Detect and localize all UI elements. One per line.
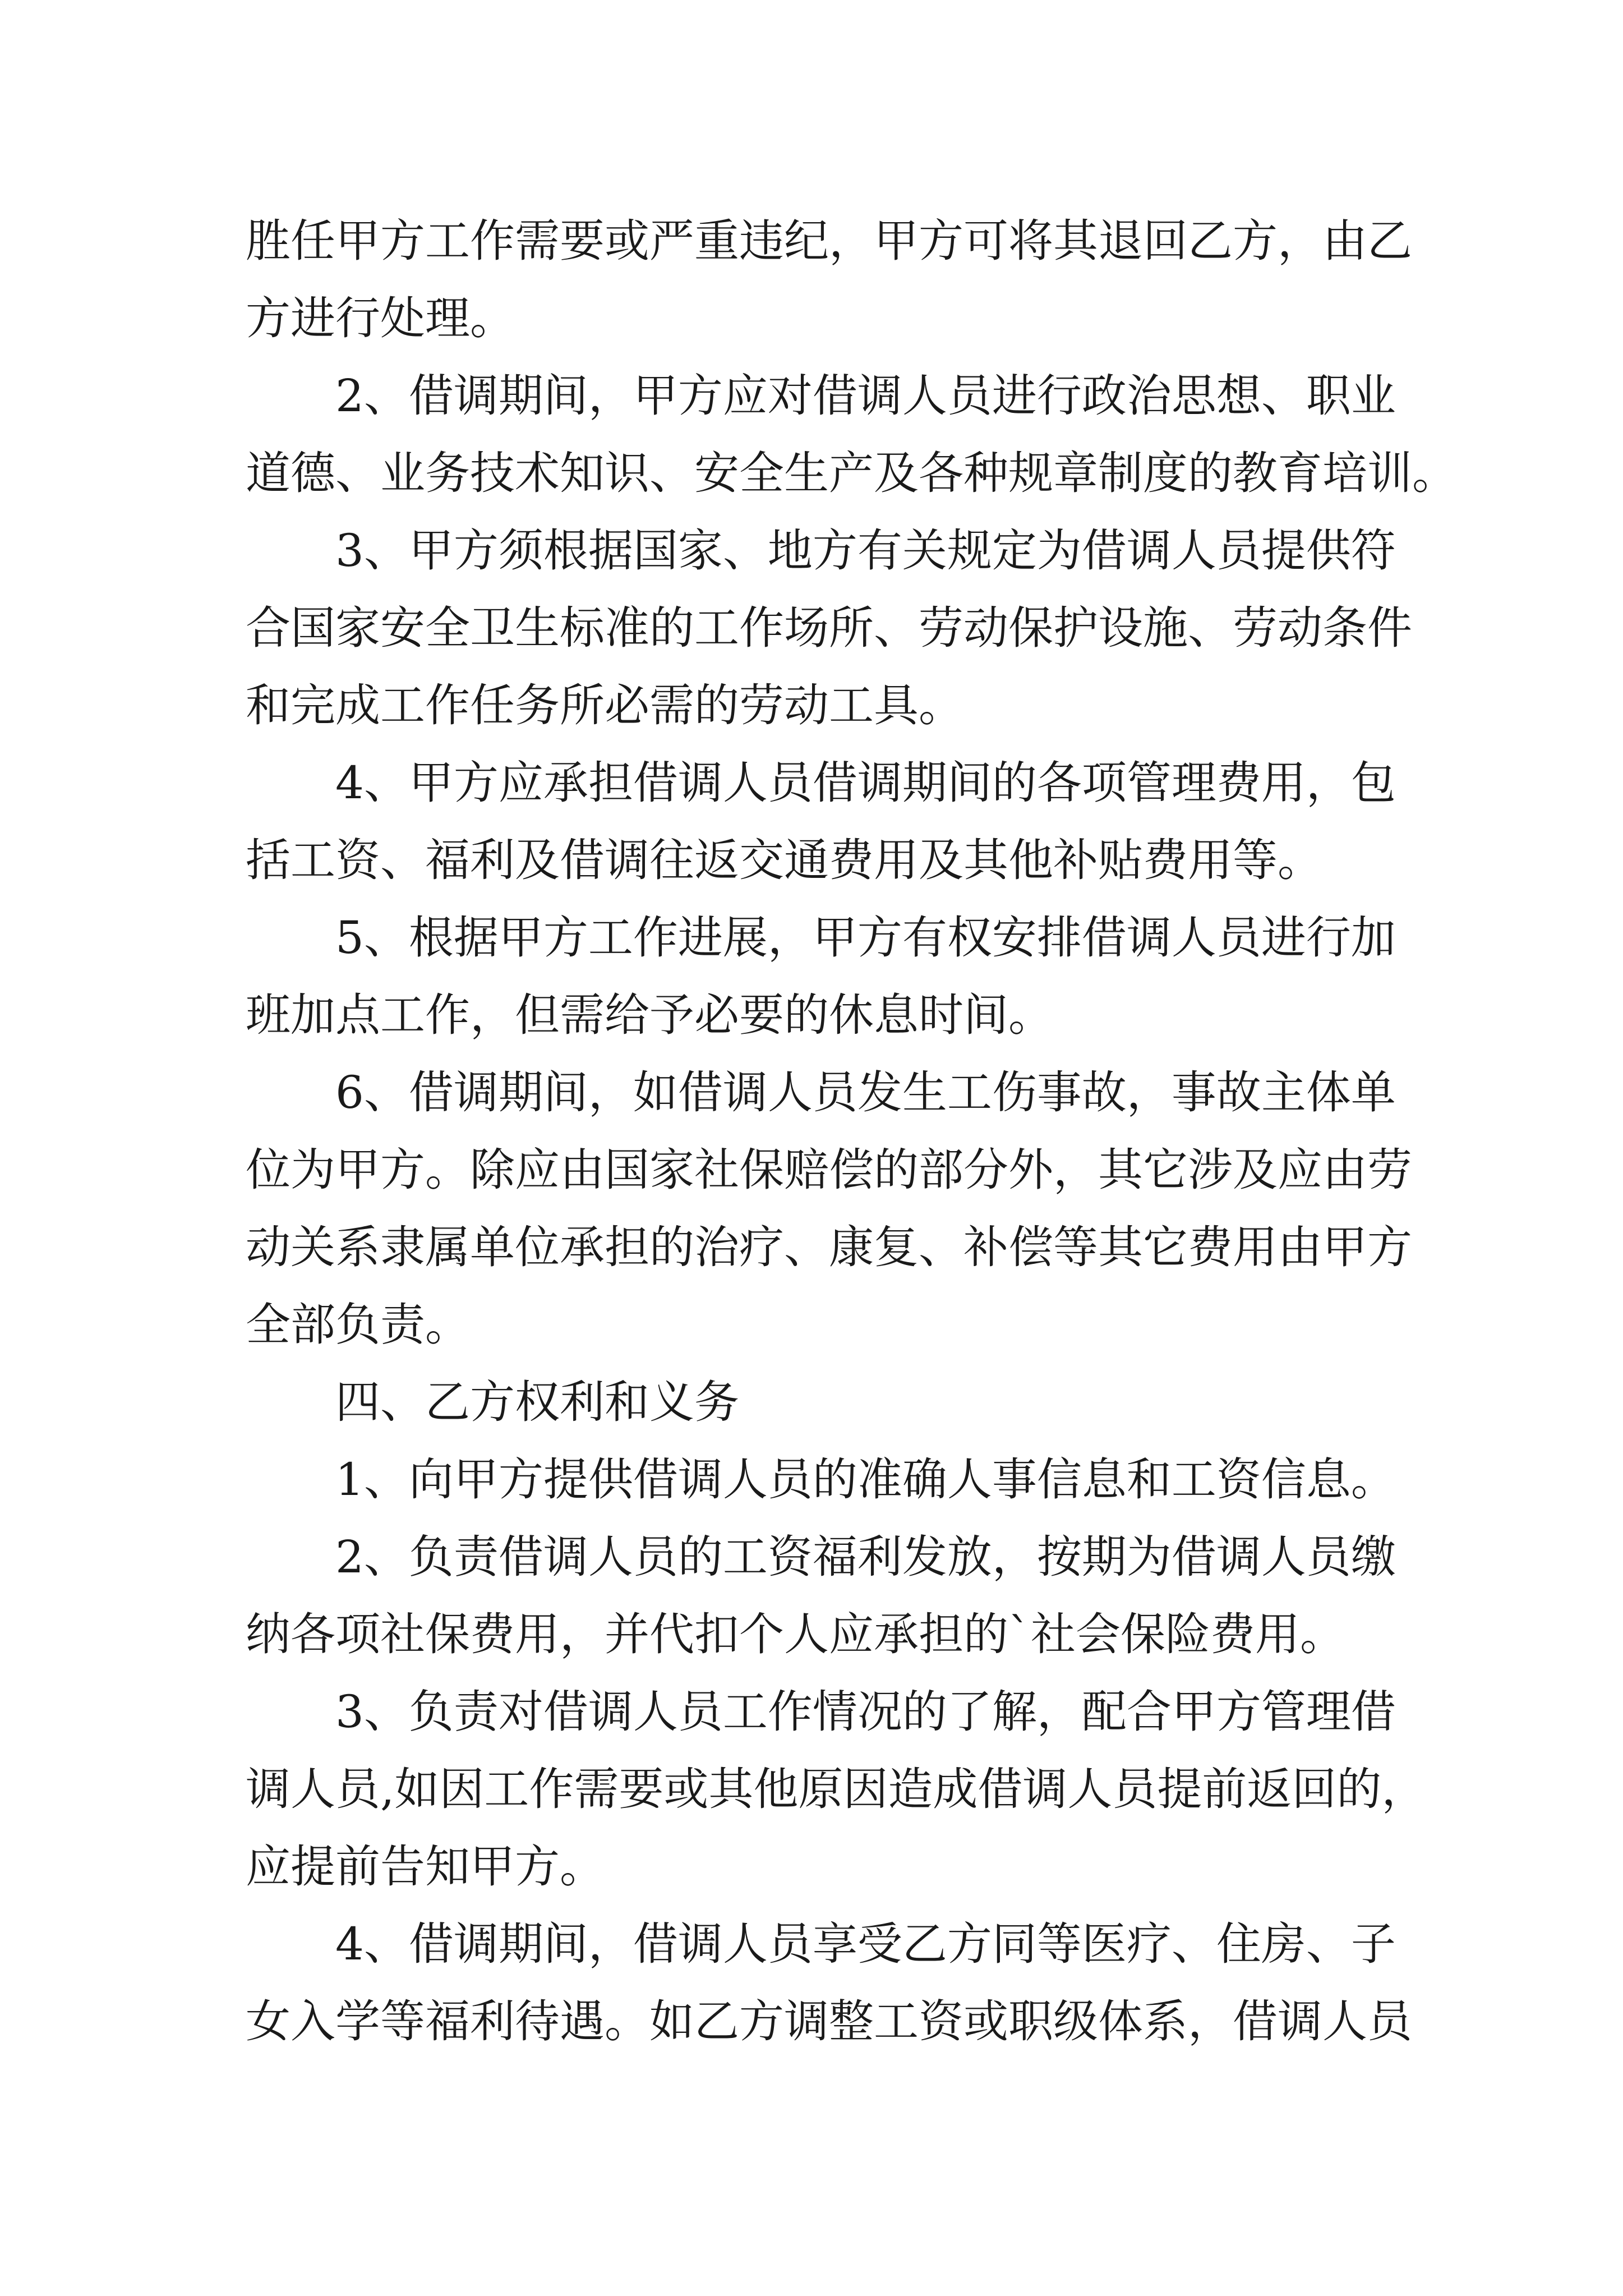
paragraph-first-line: 2、借调期间，甲方应对借调人员进行政治思想、职业 <box>335 370 1396 422</box>
body-line: 女入学等福利待遇。如乙方调整工资或职级体系，借调人员 <box>246 1995 1412 2047</box>
body-line: 方进行处理。 <box>246 292 515 344</box>
body-line: 位为甲方。除应由国家社保赔偿的部分外，其它涉及应由劳 <box>246 1144 1412 1196</box>
body-line: 班加点工作，但需给予必要的休息时间。 <box>246 989 1053 1041</box>
body-line: 胜任甲方工作需要或严重违纪，甲方可将其退回乙方，由乙 <box>246 215 1412 267</box>
body-line: 全部负责。 <box>246 1299 470 1351</box>
body-line: 括工资、福利及借调往返交通费用及其他补贴费用等。 <box>246 834 1322 886</box>
section-heading: 四、乙方权利和义务 <box>335 1376 739 1428</box>
body-line: 纳各项社保费用，并代扣个人应承担的`社会保险费用。 <box>246 1608 1345 1660</box>
paragraph-first-line: 3、负责对借调人员工作情况的了解，配合甲方管理借 <box>335 1686 1396 1738</box>
body-line: 动关系隶属单位承担的治疗、康复、补偿等其它费用由甲方 <box>246 1221 1412 1273</box>
paragraph-first-line: 1、向甲方提供借调人员的准确人事信息和工资信息。 <box>335 1453 1396 1506</box>
paragraph-first-line: 4、甲方应承担借调人员借调期间的各项管理费用，包 <box>335 757 1396 809</box>
body-line: 道德、业务技术知识、安全生产及各种规章制度的教育培训。 <box>246 447 1457 499</box>
paragraph-first-line: 4、借调期间，借调人员享受乙方同等医疗、住房、子 <box>335 1918 1396 1970</box>
body-line: 应提前告知甲方。 <box>246 1841 605 1893</box>
paragraph-first-line: 5、根据甲方工作进展，甲方有权安排借调人员进行加 <box>335 912 1396 964</box>
paragraph-first-line: 2、负责借调人员的工资福利发放，按期为借调人员缴 <box>335 1531 1396 1583</box>
paragraph-first-line: 3、甲方须根据国家、地方有关规定为借调人员提供符 <box>335 524 1396 577</box>
body-line: 调人员,如因工作需要或其他原因造成借调人员提前返回的， <box>246 1763 1427 1815</box>
body-line: 合国家安全卫生标准的工作场所、劳动保护设施、劳动条件 <box>246 602 1412 654</box>
paragraph-first-line: 6、借调期间，如借调人员发生工伤事故，事故主体单 <box>335 1066 1396 1119</box>
body-line: 和完成工作任务所必需的劳动工具。 <box>246 679 963 731</box>
